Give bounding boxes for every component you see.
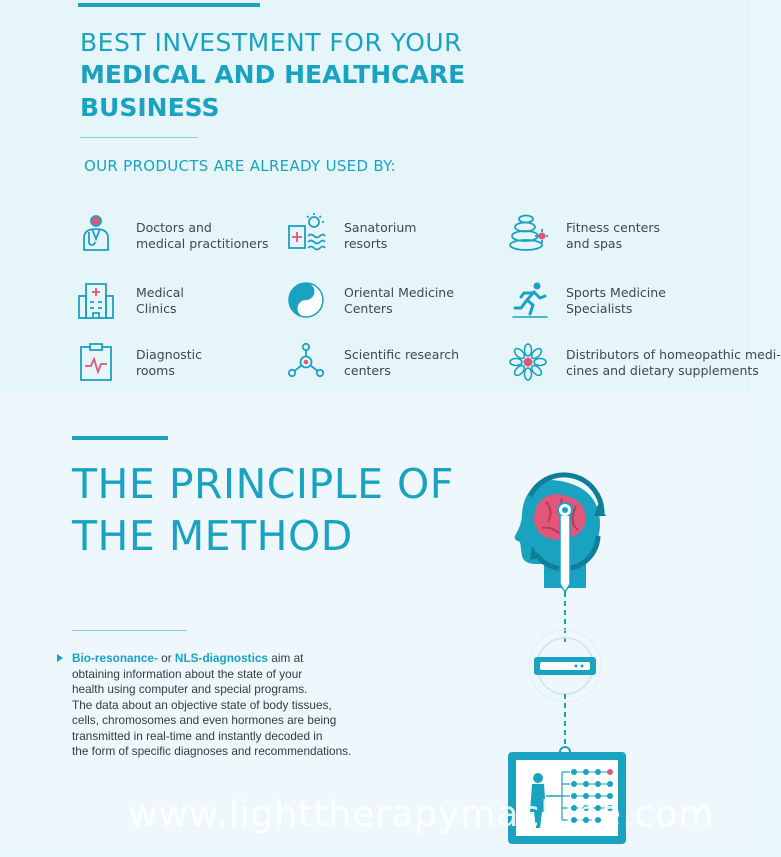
method-description: Bio-resonance- or NLS-diagnostics aim at obtaining information about the state of your health using computer and special programs. The data about an objective state of body tissues, cells, chromosomes and even hormones are being transmitted in real-time and instantly decoded in the form of specific diagnoses and recommendations. (72, 651, 392, 760)
head-brain-icon (515, 475, 606, 592)
product-label-doctors: Doctors and medical practitioners (136, 220, 269, 251)
product-label-sports: Sports Medicine Specialists (566, 285, 666, 316)
product-label-oriental: Oriental Medicine Centers (344, 285, 454, 316)
top-accent-rule (78, 3, 260, 7)
doctor-icon (76, 212, 116, 252)
spa-stones-icon (508, 212, 548, 252)
headline-line-2: MEDICAL AND HEALTHCARE (80, 60, 466, 89)
products-heading: OUR PRODUCTS ARE ALREADY USED BY: (84, 157, 396, 175)
principle-divider (72, 630, 187, 631)
molecule-icon (286, 342, 326, 382)
product-label-clinics: Medical Clinics (136, 285, 184, 316)
flower-icon (508, 342, 548, 382)
product-label-distributors: Distributors of homeopathic medi- cines and dietary supplements (566, 347, 781, 378)
product-label-fitness: Fitness centers and spas (566, 220, 660, 251)
watermark-text: www.lighttherapymachine.com (128, 794, 715, 835)
bullet-arrow-icon (57, 654, 63, 662)
diagnostic-board-icon (76, 342, 116, 382)
principle-accent-rule (72, 436, 168, 440)
yin-yang-icon (286, 280, 326, 320)
clinic-building-icon (76, 280, 116, 320)
products-section (0, 0, 750, 392)
headline-line-1: BEST INVESTMENT FOR YOUR (80, 28, 463, 57)
runner-icon (510, 280, 550, 320)
product-label-sanatorium: Sanatorium resorts (344, 220, 417, 251)
product-label-scientific: Scientific research centers (344, 347, 460, 378)
principle-title: THE PRINCIPLE OF THE METHOD (72, 460, 454, 560)
sanatorium-icon (286, 212, 326, 252)
headline-line-3: BUSINESS (80, 93, 220, 122)
headline-divider (80, 137, 198, 138)
product-label-diagnostic: Diagnostic rooms (136, 347, 203, 378)
